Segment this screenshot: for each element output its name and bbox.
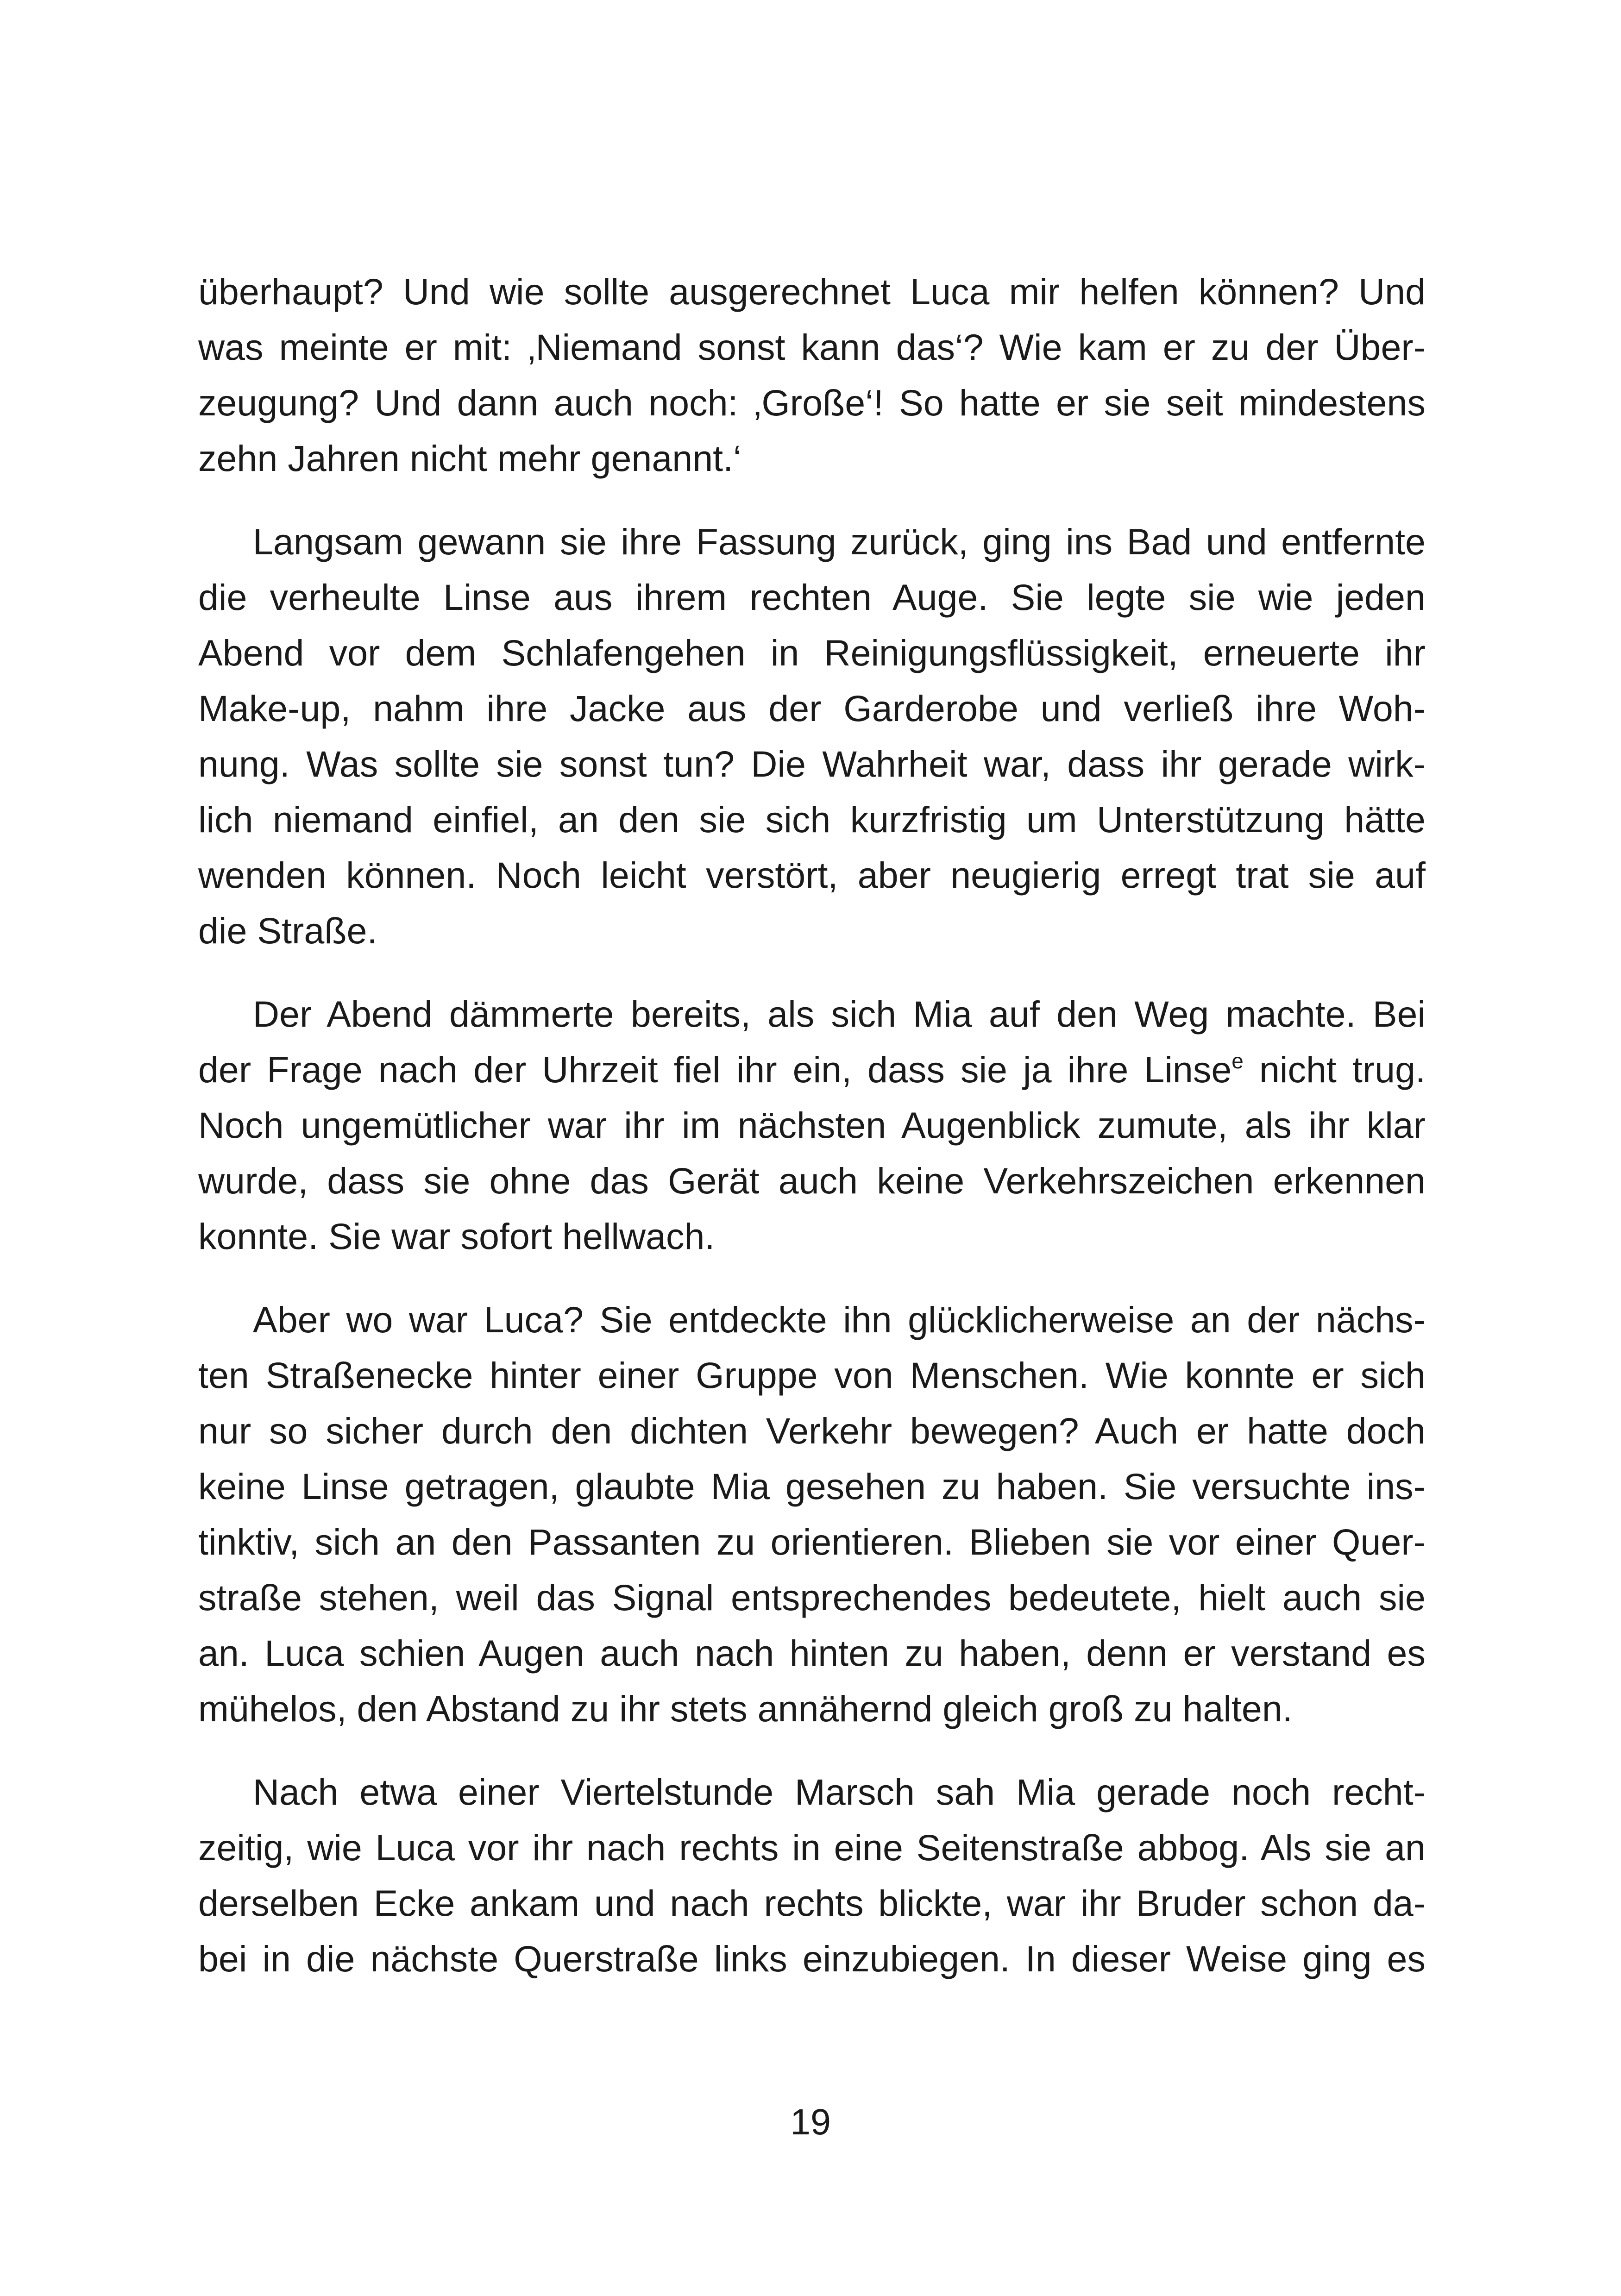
- paragraph-2: [198, 514, 1426, 959]
- text-line: Make-up, nahm ihre Jacke aus der Garderobe und verließ ihre Woh-: [198, 688, 1426, 729]
- paragraph-5: [198, 1764, 1426, 1987]
- text-line: ten Straßenecke hinter einer Gruppe von Menschen. Wie konnte er sich: [198, 1355, 1426, 1396]
- text-line: Langsam gewann sie ihre Fassung zurück, ging ins Bad und entfernte: [253, 521, 1426, 562]
- text-line: bei in die nächste Querstraße links einzubiegen. In dieser Weise ging es: [198, 1938, 1426, 1979]
- text-line: nung. Was sollte sie sonst tun? Die Wahrheit war, dass ihr gerade wirk-: [198, 743, 1426, 784]
- text-line-with-footnote: [198, 1042, 1426, 1098]
- paragraph-1: [198, 264, 1426, 486]
- text-line: an. Luca schien Augen auch nach hinten zu haben, denn er verstand es: [198, 1632, 1426, 1674]
- text-line: wenden können. Noch leicht verstört, aber neugierig erregt trat sie auf: [198, 854, 1426, 896]
- paragraph-4: [198, 1292, 1426, 1737]
- text-line: nur so sicher durch den dichten Verkehr bewegen? Auch er hatte doch: [198, 1410, 1426, 1451]
- footnote-marker[interactable]: e: [1231, 1049, 1244, 1073]
- text-line: keine Linse getragen, glaubte Mia gesehen zu haben. Sie versuchte ins-: [198, 1466, 1426, 1507]
- text-line: tinktiv, sich an den Passanten zu orientieren. Blieben sie vor einer Quer-: [198, 1521, 1426, 1562]
- text-line: überhaupt? Und wie sollte ausgerechnet Luca mir helfen können? Und: [198, 271, 1426, 312]
- text-line: zeugung? Und dann auch noch: ‚Große‘! So hatte er sie seit mindestens: [198, 382, 1426, 423]
- text-line: Der Abend dämmerte bereits, als sich Mia auf den Weg machte. Bei: [253, 993, 1426, 1035]
- text-line: Nach etwa einer Viertelstunde Marsch sah Mia gerade noch recht-: [253, 1771, 1426, 1813]
- text-line: konnte. Sie war sofort hellwach.: [198, 1216, 715, 1257]
- text-line: derselben Ecke ankam und nach rechts blickte, war ihr Bruder schon da-: [198, 1882, 1426, 1924]
- text-line: die verheulte Linse aus ihrem rechten Auge. Sie legte sie wie jeden: [198, 577, 1426, 618]
- page-number: 19: [790, 2101, 831, 2142]
- text-line: die Straße.: [198, 910, 377, 951]
- text-line: zehn Jahren nicht mehr genannt.‘: [198, 438, 741, 479]
- text-line: straße stehen, weil das Signal entsprechendes bedeutete, hielt auch sie: [198, 1577, 1426, 1618]
- body-text: [198, 264, 1426, 2014]
- text-line: Noch ungemütlicher war ihr im nächsten Augenblick zumute, als ihr klar: [198, 1104, 1426, 1146]
- text-line: Abend vor dem Schlafengehen in Reinigungsflüssigkeit, erneuerte ihr: [198, 632, 1426, 673]
- paragraph-3: [198, 986, 1426, 1264]
- text-line: mühelos, den Abstand zu ihr stets annähernd gleich groß zu halten.: [198, 1688, 1293, 1729]
- text-line: lich niemand einfiel, an den sie sich kurzfristig um Unterstützung hätte: [198, 799, 1426, 840]
- text-segment: nicht trug.: [1243, 1049, 1426, 1090]
- text-line: zeitig, wie Luca vor ihr nach rechts in eine Seitenstraße abbog. Als sie an: [198, 1827, 1426, 1868]
- text-line: wurde, dass sie ohne das Gerät auch keine Verkehrszeichen erkennen: [198, 1160, 1426, 1201]
- text-line: was meinte er mit: ‚Niemand sonst kann das‘? Wie kam er zu der Über-: [198, 326, 1426, 368]
- text-segment: der Frage nach der Uhrzeit fiel ihr ein, dass sie ja ihre Linse: [198, 1049, 1232, 1090]
- text-line: Aber wo war Luca? Sie entdeckte ihn glücklicherweise an der nächs-: [253, 1299, 1426, 1340]
